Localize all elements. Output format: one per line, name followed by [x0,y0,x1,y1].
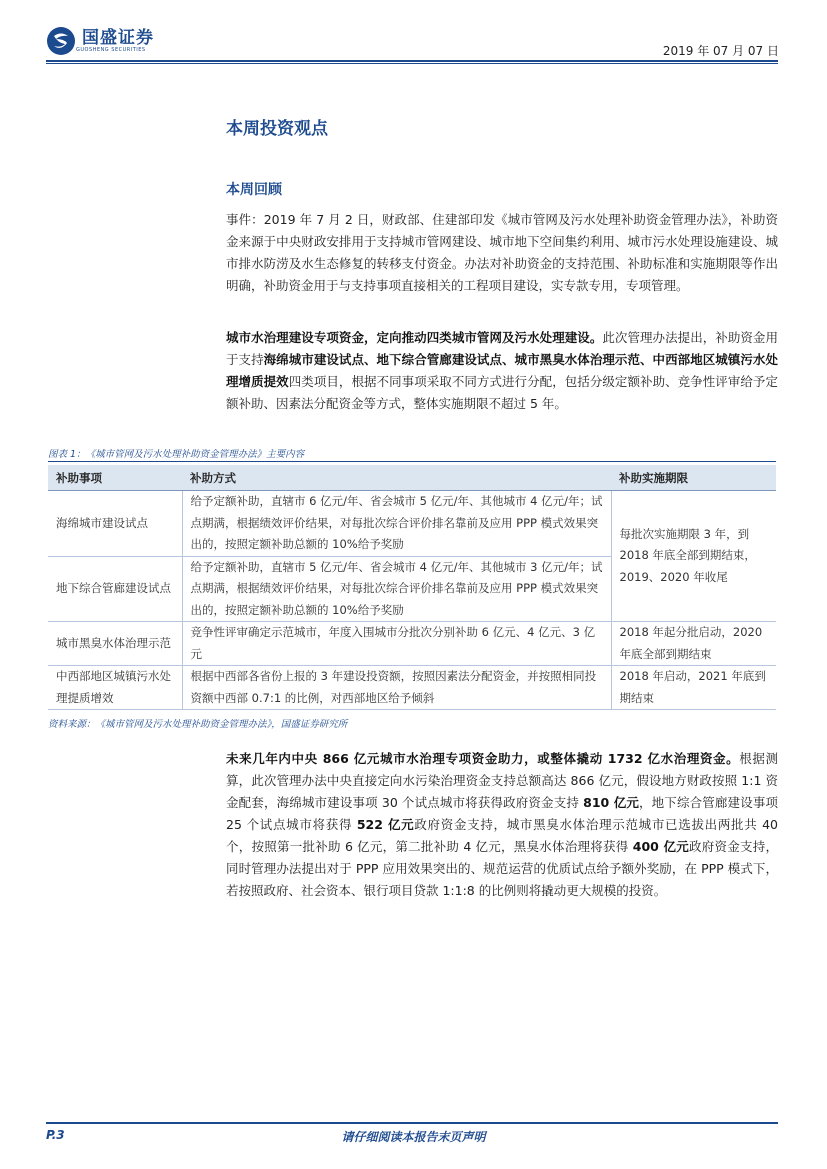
page-number: P.3 [46,1128,65,1142]
table-top-rule [48,461,776,462]
table-row [48,491,776,557]
report-date: 2019 年 07 月 07 日 [662,44,779,58]
paragraph-text: 此次管理办法提出，补助资金用于支持 [226,330,778,367]
cell-period: 2018 年启动，2021 年底到期结束 [611,666,776,710]
cell-method: 给予定额补助，直辖市 6 亿元/年、省会城市 5 亿元/年、其他城市 4 亿元/年；试点期满，根据绩效评价结果，对每批次综合评价排名靠前及应用 PPP 模式效果突出的，按照定额补助总额的 10%给予奖励 [182,491,611,557]
paragraph-lead: 城市水治理建设专项资金，定向推动四类城市管网及污水处理建设。 [226,330,603,345]
footer-divider [46,1122,778,1124]
cell-item: 中西部地区城镇污水处理提质增效 [48,666,182,710]
paragraph-text: 根据测算，此次管理办法中央直接定向水污染治理资金支持总额高达 866 亿元，假设地方财政按照 1:1 资金配套，海绵城市建设事项 30 个试点城市将获得政府资金支持 [226,751,778,810]
cell-method: 根据中西部各省份上报的 3 年建设投资额，按照因素法分配资金，并按照相同投资额中西部 0.7:1 的比例，对西部地区给予倾斜 [182,666,611,710]
highlight-number: 810 亿元 [583,795,640,810]
header-cell: 补助实施期限 [611,465,776,491]
figure-caption: 图表 1：《城市管网及污水处理补助资金管理办法》主要内容 [48,449,305,460]
highlight-number: 400 亿元 [632,839,689,854]
header-divider-thin [46,63,778,64]
header-cell: 补助方式 [182,465,611,491]
header-divider [46,60,778,62]
figure-source: 资料来源：《城市管网及污水处理补助资金管理办法》，国盛证券研究所 [48,719,348,730]
paragraph-event: 事件：2019 年 7 月 2 日，财政部、住建部印发《城市管网及污水处理补助资金管理办法》，补助资金来源于中央财政安排用于支持城市管网建设、城市地下空间集约利用、城市污水处理设施建设、城市排水防涝及水生态修复的转移支付资金。办法对补助资金的支持范围、补助标准和实施期限等作出明确，补助资金用于与支持事项直接相关的工程项目建设，实专款专用，专项管理。 [226,212,778,293]
guosheng-logo-icon [46,26,76,56]
paragraph-text: 四类项目，根据不同事项采取不同方式进行分配，包括分级定额补助、竞争性评审给予定额补助、因素法分配资金等方式，整体实施期限不超过 5 年。 [226,374,778,411]
paragraph-estimate [226,748,778,902]
section-title: 本周投资观点 [226,119,328,139]
header-cell: 补助事项 [48,465,182,491]
cell-item: 海绵城市建设试点 [48,491,182,557]
cell-method: 给予定额补助，直辖市 5 亿元/年、省会城市 4 亿元/年、其他城市 3 亿元/年；试点期满，根据绩效评价结果，对每批次综合评价排名靠前及应用 PPP 模式效果突出的，按照定额补助总额的 10%给予奖励 [182,556,611,622]
footer-disclaimer: 请仔细阅读本报告末页声明 [341,1130,486,1144]
paragraph-special-fund [226,327,778,415]
sub-title: 本周回顾 [226,182,282,198]
cell-period: 2018 年起分批启动，2020 年底全部到期结束 [611,622,776,666]
paragraph-text: ，地下综合管廊建设事项 25 个试点城市将获得 [226,795,778,832]
paragraph-highlight: 海绵城市建设试点、地下综合管廊建设试点、城市黑臭水体治理示范、中西部地区城镇污水处理增质提效 [226,352,778,389]
brand-logo [46,26,154,56]
cell-item: 城市黑臭水体治理示范 [48,622,182,666]
cell-period: 每批次实施期限 3 年，到 2018 年底全部到期结束，2019、2020 年收尾 [611,491,776,622]
highlight-number: 522 亿元 [356,817,415,832]
cell-item: 地下综合管廊建设试点 [48,556,182,622]
table-row [48,666,776,710]
paragraph-text: 政府资金支持，城市黑臭水体治理示范城市已选拔出两批共 40 个，按照第一批补助 6 亿元，第二批补助 4 亿元，黑臭水体治理将获得 [226,817,778,854]
brand-name: 国盛证券 [82,28,154,48]
table-header-row [48,465,776,491]
brand-subtitle: GUOSHENG SECURITIES [76,47,146,53]
subsidy-table [48,465,776,710]
cell-method: 竞争性评审确定示范城市，年度入围城市分批次分别补助 6 亿元、4 亿元、3 亿元 [182,622,611,666]
paragraph-text: 政府资金支持，同时管理办法提出对于 PPP 应用效果突出的、规范运营的优质试点给予额外奖励，在 PPP 模式下，若按照政府、社会资本、银行项目贷款 1:1:8 的比例则将撬动更大规模的投资。 [226,839,778,898]
table-row [48,622,776,666]
paragraph-lead: 未来几年内中央 866 亿元城市水治理专项资金助力，或整体撬动 1732 亿水治理资金。 [226,751,740,766]
